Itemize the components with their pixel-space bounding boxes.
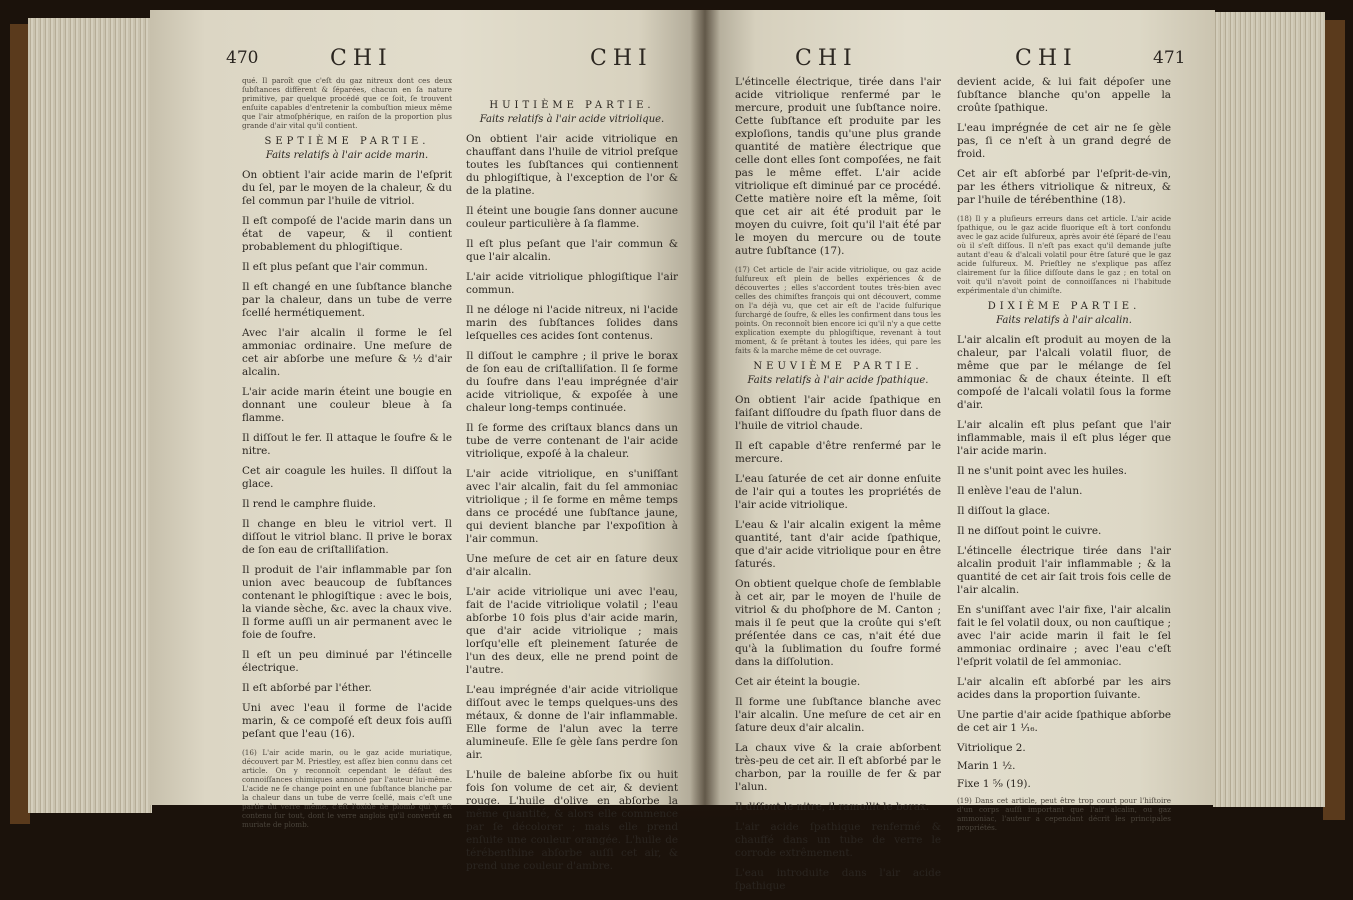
paragraph: Il éteint une bougie ſans donner aucune couleur particulière à ſa flamme. [466, 205, 678, 230]
paragraph: Il enlève l'eau de l'alun. [957, 485, 1083, 497]
paragraph: Il ſe forme des criſtaux blancs dans un tube de verre contenant de l'air acide vitriolique, expoſé à la chaleur. [466, 422, 678, 460]
paragraph: L'air acide vitriolique, en s'uniſſant avec l'air alcalin, fait du ſel ammoniac vitriolique ; il ſe forme en même temps dans ce procédé une ſubſtance jaune, qui devient blanche par l'expoſition à l'air commun. [466, 468, 678, 545]
paragraph: Une meſure de cet air en ſature deux d'air alcalin. [466, 553, 678, 578]
paragraph: Il diſſout le fer. Il attaque le ſoufre & le nitre. [242, 432, 452, 457]
right-column-2 [957, 76, 1171, 838]
paragraph: Uni avec l'eau il forme de l'acide marin, & ce compoſé eſt deux fois auſſi peſant que l'eau (16). [242, 702, 452, 740]
paragraph: Avec l'air alcalin il forme le ſel ammoniac ordinaire. Une meſure de cet air abſorbe une meſure & ½ d'air alcalin. [242, 327, 452, 378]
paragraph: Cet air eſt abſorbé par l'eſprit-de-vin, par les éthers vitriolique & nitreux, & par l'huile de térébenthine (18). [957, 168, 1171, 206]
paragraph: En s'uniſſant avec l'air fixe, l'air alcalin fait le ſel volatil doux, ou non cauſtique ; avec l'air acide marin il fait le ſel ammoniac ordinaire ; avec l'eau c'eſt l'eſprit volatil de ſel ammoniac. [957, 604, 1171, 668]
paragraph: Il eſt un peu diminué par l'étincelle électrique. [242, 649, 452, 674]
paragraph: L'air alcalin eſt produit au moyen de la chaleur, par l'alcali volatil fluor, de même que par le mélange de ſel ammoniac & de chaux éteinte. Il eſt compoſé de l'alcali volatil ſous la forme d'air. [957, 334, 1171, 411]
section-heading: HUITIÈME PARTIE. [489, 100, 655, 111]
paragraph: L'air acide vitriolique phlogiſtique l'air commun. [466, 271, 678, 296]
paragraph: L'air acide marin éteint une bougie en donnant une couleur bleue à ſa flamme. [242, 386, 452, 424]
paragraph: Il eſt compoſé de l'acide marin dans un état de vapeur, & il contient probablement du phlogiſtique. [242, 215, 452, 253]
ratio-line: Fixe 1 ⁵⁄₉ (19). [957, 778, 1031, 790]
intro-note: qué. Il paroît que c'eſt du gaz nitreux dont ces deux ſubſtances diffèrent & ſéparées, chacun en ſa nature primitive, par quelque procédé que ce ſoit, ſe trouvent enſuite capables d'entretenir la combuſtion mieux même que l'air atmoſphérique, en raiſon de la proportion plus grande d'air vital qu'il contient. [242, 76, 452, 130]
page-number-left: 470 [226, 48, 259, 68]
paragraph: On obtient l'air acide vitriolique en chauffant dans l'huile de vitriol preſque toutes les ſubſtances qui contiennent du phlogiſtique, à l'exception de l'or & de la platine. [466, 133, 678, 197]
section-subheading: Faits relatifs à l'air acide vitriolique. [479, 114, 665, 125]
paragraph: Une partie d'air acide ſpathique abſorbe de cet air 1 ¹⁄₁₆. [957, 709, 1171, 734]
cover-left [10, 24, 30, 824]
paragraph: devient acide, & lui fait dépoſer une ſubſtance blanche qu'on appelle la croûte ſpathique. [957, 76, 1171, 114]
paragraph: Il diſſout le nitre, il ramollit le borax. [735, 801, 930, 813]
right-column-1 [735, 76, 941, 900]
footnote: (18) Il y a pluſieurs erreurs dans cet article. L'air acide ſpathique, ou le gaz acide fluorique eſt à tort confondu avec le gaz acide ſulfureux, après avoir été ſéparé de l'eau où il s'eſt diſſous. Il n'eſt pas exact qu'il demande juſte autant d'eau & d'alcali volatil pour être ſaturé que le gaz acide ſulfureux. M. Prieſtley ne s'explique pas aſſez clairement ſur la ſilice diſſoute dans le gaz ; en total on voit qu'il n'avoit point de connoiſſances ni l'habitude expérimentale d'un chimiſte. [957, 214, 1171, 295]
paragraph: L'eau imprégnée de cet air ne ſe gèle pas, ſi ce n'eſt à un grand degré de froid. [957, 122, 1171, 160]
paragraph: Il eſt changé en une ſubſtance blanche par la chaleur, dans un tube de verre ſcellé hermétiquement. [242, 281, 452, 319]
paragraph: Il diſſout le camphre ; il prive le borax de ſon eau de criſtalliſation. Il ſe forme du ſoufre dans l'eau imprégnée d'air acide vitriolique, & expoſée à une chaleur long-temps continuée. [466, 350, 678, 414]
section-heading: DIXIÈME PARTIE. [987, 301, 1141, 312]
paragraph: Il forme une ſubſtance blanche avec l'air alcalin. Une meſure de cet air en ſature deux d'air alcalin. [735, 696, 941, 734]
paragraph: Il eſt capable d'être renfermé par le mercure. [735, 440, 941, 465]
paragraph: Il ne diſſout point le cuivre. [957, 525, 1102, 537]
paragraph: Il eſt abſorbé par l'éther. [242, 682, 372, 694]
paragraph: L'étincelle électrique tirée dans l'air alcalin produit l'air inflammable ; & la quantité de cet air ſait trois fois celle de l'air alcalin. [957, 545, 1171, 596]
paragraph: On obtient quelque choſe de ſemblable à cet air, par le moyen de l'huile de vitriol & du phoſphore de M. Canton ; mais il ſe peut que la croûte qui s'eſt préſentée dans ce cas, n'ait été due qu'à la ſublimation du ſoufre formé dans la diſſolution. [735, 578, 941, 668]
footnote: (16) L'air acide marin, ou le gaz acide muriatique, découvert par M. Priestley, est aſſez bien connu dans cet article. On y reconnoît cependant le défaut des connoiſſances chimiques annoncé par l'auteur lui-même. L'acide ne ſe change point en une ſubſtance blanche par la chaleur dans un tube de verre ſcellé, mais c'eſt une partie du verre même, c'eſt l'oxide de plomb qui y eſt contenu ſur tout, dont le verre anglois qu'il convertit en muriate de plomb. [242, 748, 452, 829]
page-number-right: 471 [1153, 48, 1186, 68]
paragraph: On obtient l'air acide ſpathique en faiſant diſſoudre du ſpath fluor dans de l'huile de vitriol chaude. [735, 394, 941, 432]
section-subheading: Faits relatifs à l'air acide ſpathique. [747, 375, 929, 386]
book-gutter [690, 10, 720, 805]
page-edges-left [28, 18, 152, 813]
paragraph: L'étincelle électrique, tirée dans l'air acide vitriolique renfermé par le mercure, produit une ſubſtance noire. Cette ſubſtance eſt produite par les exploſions, tandis qu'une plus grande quantité de matière électrique que celle dont elles ſont compoſées, ne fait pas le même effet. L'air acide vitriolique eſt diminué par ce procédé. Cette matière noire eſt la même, ſoit que cet air ait été produit par le moyen du cuivre, ſoit qu'il l'ait été par le moyen du mercure ou de toute autre ſubſtance (17). [735, 76, 941, 257]
paragraph: Il rend le camphre fluide. [242, 498, 376, 510]
paragraph: On obtient l'air acide marin de l'eſprit du ſel, par le moyen de la chaleur, & du ſel commun par l'huile de vitriol. [242, 169, 452, 207]
paragraph: Il produit de l'air inflammable par ſon union avec beaucoup de ſubſtances contenant le phlogiſtique : avec le bois, la viande sèche, &c. avec la chaux vive. Il forme auſſi un air permanent avec le foie de ſoufre. [242, 564, 452, 641]
paragraph: L'air alcalin eſt plus peſant que l'air inflammable, mais il eſt plus léger que l'air acide marin. [957, 419, 1171, 457]
running-head-right-1: CHI [795, 46, 858, 71]
ratio-line: Marin 1 ½. [957, 760, 1016, 772]
page-edges-right [1213, 12, 1325, 807]
left-column-1 [242, 76, 452, 835]
paragraph: Cet air coagule les huiles. Il diſſout la glace. [242, 465, 452, 490]
paragraph: Il ne déloge ni l'acide nitreux, ni l'acide marin des ſubſtances ſolides dans leſquelles ces acides ſont contenus. [466, 304, 678, 342]
cover-right [1323, 20, 1345, 820]
paragraph: Il change en bleu le vitriol vert. Il diſſout le vitriol blanc. Il prive le borax de ſon eau de criſtalliſation. [242, 518, 452, 556]
paragraph: La chaux vive & la craie abſorbent très-peu de cet air. Il eſt abſorbé par le charbon, par la rouille de fer & par l'alun. [735, 742, 941, 793]
running-head-left-1: CHI [330, 46, 393, 71]
left-column-2 [466, 94, 678, 880]
paragraph: L'eau imprégnée d'air acide vitriolique diſſout avec le temps quelques-uns des métaux, & donne de l'air inflammable. Elle forme de l'alun avec la terre alumineuſe. Elle ſe gèle ſans perdre ſon air. [466, 684, 678, 761]
paragraph: L'air acide vitriolique uni avec l'eau, fait de l'acide vitriolique volatil ; l'eau abſorbe 10 fois plus d'air acide marin, que d'air acide vitriolique ; mais lorſqu'elle eſt pleinement ſaturée de l'un des deux, elle ne prend point de l'autre. [466, 586, 678, 676]
ratio-line: Vitriolique 2. [957, 742, 1026, 754]
section-heading: SEPTIÈME PARTIE. [264, 136, 430, 147]
running-head-right-2: CHI [1015, 46, 1078, 71]
paragraph: L'eau ſaturée de cet air donne enſuite de l'air qui a toutes les propriétés de l'air acide vitriolique. [735, 473, 941, 511]
paragraph: L'huile de baleine abſorbe ſix ou huit fois ſon volume de cet air, & devient rouge. L'huile d'olive en abſorbe la même quantité, & alors elle commence par ſe décolorer ; mais elle prend enſuite une couleur orangée. L'huile de térébenthine abſorbe auſſi cet air, & prend une couleur d'ambre. [466, 769, 678, 872]
footnote: (17) Cet article de l'air acide vitriolique, ou gaz acide ſulfureux eſt plein de belles expériences & de découvertes ; elles s'accordent toutes très-bien avec celles des chimiſtes françois qui ont découvert, comme on l'a déjà vu, que cet air eſt de l'acide ſulfurique ſurchargé de ſoufre, & elles les confirment dans tous les points. On reconnoît bien encore ici qu'il n'y a que cette explication exempte du phlogiſtique, revenant à tout moment, & ſe prêtant à toutes les idées, qui pare les faits & la marche même de cet ouvrage. [735, 265, 941, 355]
section-heading: NEUVIÈME PARTIE. [753, 361, 923, 372]
paragraph: L'eau & l'air alcalin exigent la même quantité, tant d'air acide ſpathique, que d'air acide vitriolique pour en être ſaturés. [735, 519, 941, 570]
section-subheading: Faits relatifs à l'air alcalin. [996, 315, 1132, 326]
footnote: (19) Dans cet article, peut être trop court pour l'hiſtoire d'un corps auſſi important que l'air alcalin, ou gaz ammoniac, l'auteur a cependant décrit les principales propriétés. [957, 796, 1171, 832]
paragraph: Il diſſout la glace. [957, 505, 1051, 517]
running-head-left-2: CHI [590, 46, 653, 71]
paragraph: Cet air éteint la bougie. [735, 676, 861, 688]
section-subheading: Faits relatifs à l'air acide marin. [265, 150, 429, 161]
right-page [705, 10, 1215, 892]
paragraph: L'air alcalin eſt abſorbé par les airs acides dans la proportion ſuivante. [957, 676, 1171, 701]
left-page [150, 10, 705, 872]
paragraph: L'air acide ſpathique renfermé & chauffé dans un tube de verre le corrode extrêmement. [735, 821, 941, 859]
paragraph: Il eſt plus peſant que l'air commun. [242, 261, 428, 273]
paragraph: Il ne s'unit point avec les huiles. [957, 465, 1127, 477]
paragraph: L'eau introduite dans l'air acide ſpathique [735, 867, 941, 892]
paragraph: Il eſt plus peſant que l'air commun & que l'air alcalin. [466, 238, 678, 263]
